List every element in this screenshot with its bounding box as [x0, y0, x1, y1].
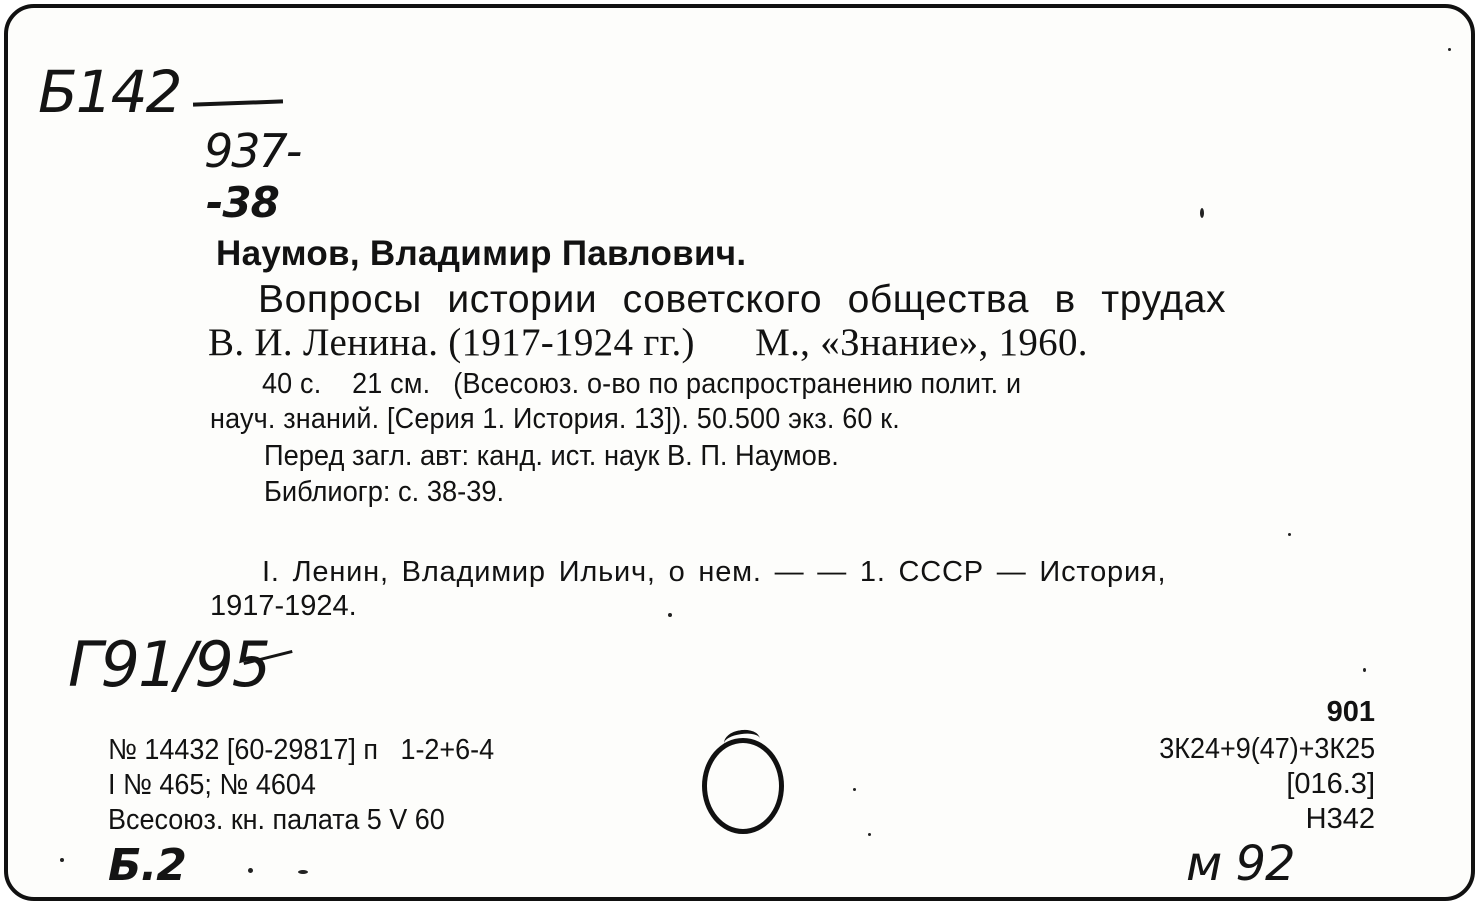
scan-speck [1200, 208, 1204, 218]
footer-author-mark: Н342 [1305, 803, 1375, 835]
fraction-line [193, 99, 283, 106]
handwritten-inventory-number: Г91/95 [68, 628, 270, 701]
footer-class-901: 901 [1326, 696, 1375, 728]
footer-udc: [016.3] [1286, 768, 1375, 800]
author-heading: Наумов, Владимир Павлович. [216, 234, 747, 273]
bibliography-note: Библиогр: с. 38-39. [264, 476, 505, 508]
scan-speck [868, 833, 871, 836]
scan-speck [1363, 668, 1366, 672]
punch-hole [702, 738, 784, 834]
author-note: Перед загл. авт: канд. ист. наук В. П. Наумов. [264, 440, 839, 472]
scan-speck [668, 613, 672, 617]
catalog-card [4, 4, 1475, 901]
handwritten-class-number: 937- [204, 124, 301, 178]
description-line-1: 40 с. 21 см. (Всесоюз. о-во по распространению полит. и [262, 368, 1022, 400]
handwritten-bottom-right: м 92 [1186, 836, 1295, 892]
title-line-2: В. И. Ленина. (1917-1924 гг.) М., «Знание», 1960. [208, 321, 1088, 364]
footer-register-number: I № 465; № 4604 [108, 769, 316, 801]
description-line-2: науч. знаний. [Серия 1. История. 13]). 50.500 экз. 60 к. [210, 403, 900, 435]
handwritten-shelf-code: Б142 [38, 58, 181, 126]
scan-speck [248, 868, 253, 873]
subject-tracing-line-1: I. Ленин, Владимир Ильич, о нем. — — 1. СССР — История, [262, 556, 1167, 588]
scan-speck [853, 788, 856, 791]
scan-speck [60, 858, 64, 862]
subject-tracing-line-2: 1917-1924. [210, 590, 357, 622]
handwritten-class-number-cont: -38 [206, 178, 279, 227]
footer-order-number: № 14432 [60-29817] п 1-2+6-4 [108, 734, 495, 766]
scan-speck [298, 870, 308, 874]
title-line-1: Вопросы истории советского общества в трудах [258, 278, 1227, 321]
scan-speck [1448, 48, 1451, 51]
scan-speck [1288, 533, 1291, 536]
handwritten-bottom-left: Б.2 [108, 840, 186, 891]
footer-publisher: Всесоюз. кн. палата 5 V 60 [108, 804, 445, 836]
footer-class-index: 3К24+9(47)+3К25 [1159, 733, 1375, 765]
